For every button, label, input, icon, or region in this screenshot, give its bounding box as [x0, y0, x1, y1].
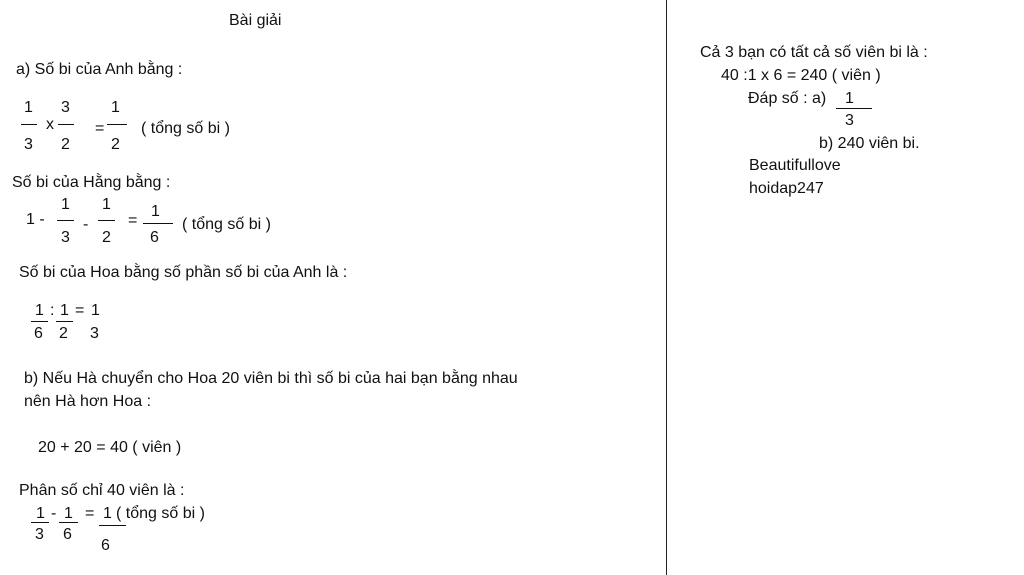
anh-times-sign: x [46, 116, 54, 133]
hang-note: ( tổng số bi ) [182, 216, 271, 233]
hoa-frac2-denominator: 2 [59, 325, 68, 342]
final-minus-sign: - [51, 505, 57, 522]
final-equals-sign: = [85, 505, 95, 522]
hoa-divide-sign: : [50, 302, 55, 319]
credit-hoidap247: hoidap247 [749, 180, 824, 197]
final-frac1-denominator: 3 [35, 526, 44, 543]
anh-frac1-denominator: 3 [24, 136, 33, 153]
anh-frac2-denominator: 2 [61, 136, 70, 153]
column-divider [666, 0, 667, 575]
final-frac1-bar [31, 522, 49, 523]
final-result-denominator: 6 [101, 537, 110, 554]
solution-title: Bài giải [229, 12, 282, 29]
anh-equals-sign: = [95, 120, 105, 137]
answer-label: Đáp số : a) [748, 90, 827, 107]
fraction-heading: Phân số chỉ 40 viên là : [19, 482, 185, 499]
total-heading: Cả 3 bạn có tất cả số viên bi là : [700, 44, 928, 61]
anh-frac2-numerator: 3 [61, 99, 70, 116]
hang-frac2-denominator: 2 [102, 229, 111, 246]
hoa-equals-sign: = [75, 302, 85, 319]
hang-result-bar [143, 223, 173, 224]
hang-frac1-bar [57, 220, 74, 221]
final-frac2-denominator: 6 [63, 526, 72, 543]
anh-frac1-numerator: 1 [24, 99, 33, 116]
hang-frac1-numerator: 1 [61, 196, 70, 213]
credit-beautifullove: Beautifullove [749, 157, 841, 174]
part-a-heading: a) Số bi của Anh bằng : [16, 61, 183, 78]
answer-a-denominator: 3 [845, 112, 854, 129]
hoa-frac1-bar [31, 321, 48, 322]
hang-result-numerator: 1 [151, 203, 160, 220]
anh-frac1-bar [21, 124, 37, 125]
hang-frac2-bar [98, 220, 115, 221]
hang-heading: Số bi của Hằng bằng : [12, 174, 171, 191]
final-result-bar [99, 525, 126, 526]
answer-b: b) 240 viên bi. [819, 135, 920, 152]
hang-result-denominator: 6 [150, 229, 159, 246]
hang-lead: 1 - [26, 211, 45, 228]
hoa-frac2-numerator: 1 [60, 302, 69, 319]
sum-expression: 20 + 20 = 40 ( viên ) [38, 439, 182, 456]
hang-equals-sign: = [128, 212, 138, 229]
hang-frac2-numerator: 1 [102, 196, 111, 213]
hoa-frac1-denominator: 6 [34, 325, 43, 342]
answer-a-numerator: 1 [845, 90, 854, 107]
part-b-line-1: b) Nếu Hà chuyển cho Hoa 20 viên bi thì số bi của hai bạn bằng nhau [24, 370, 518, 387]
anh-frac2-bar [58, 124, 74, 125]
part-b-line-2: nên Hà hơn Hoa : [24, 393, 152, 410]
hoa-result-denominator: 3 [90, 325, 99, 342]
anh-result-bar [107, 124, 127, 125]
hang-minus-sign: - [83, 216, 89, 233]
anh-result-numerator: 1 [111, 99, 120, 116]
hoa-heading: Số bi của Hoa bằng số phần số bi của Anh là : [19, 264, 348, 281]
final-frac1-numerator: 1 [36, 505, 45, 522]
anh-result-denominator: 2 [111, 136, 120, 153]
hoa-frac1-numerator: 1 [35, 302, 44, 319]
anh-note: ( tổng số bi ) [141, 120, 230, 137]
answer-a-bar [836, 108, 872, 109]
hoa-result-numerator: 1 [91, 302, 100, 319]
final-frac2-bar [59, 522, 78, 523]
hang-frac1-denominator: 3 [61, 229, 70, 246]
hoa-frac2-bar [56, 321, 73, 322]
final-note: ( tổng số bi ) [116, 505, 205, 522]
final-result-numerator: 1 [103, 505, 112, 522]
total-expression: 40 :1 x 6 = 240 ( viên ) [721, 67, 881, 84]
final-frac2-numerator: 1 [64, 505, 73, 522]
